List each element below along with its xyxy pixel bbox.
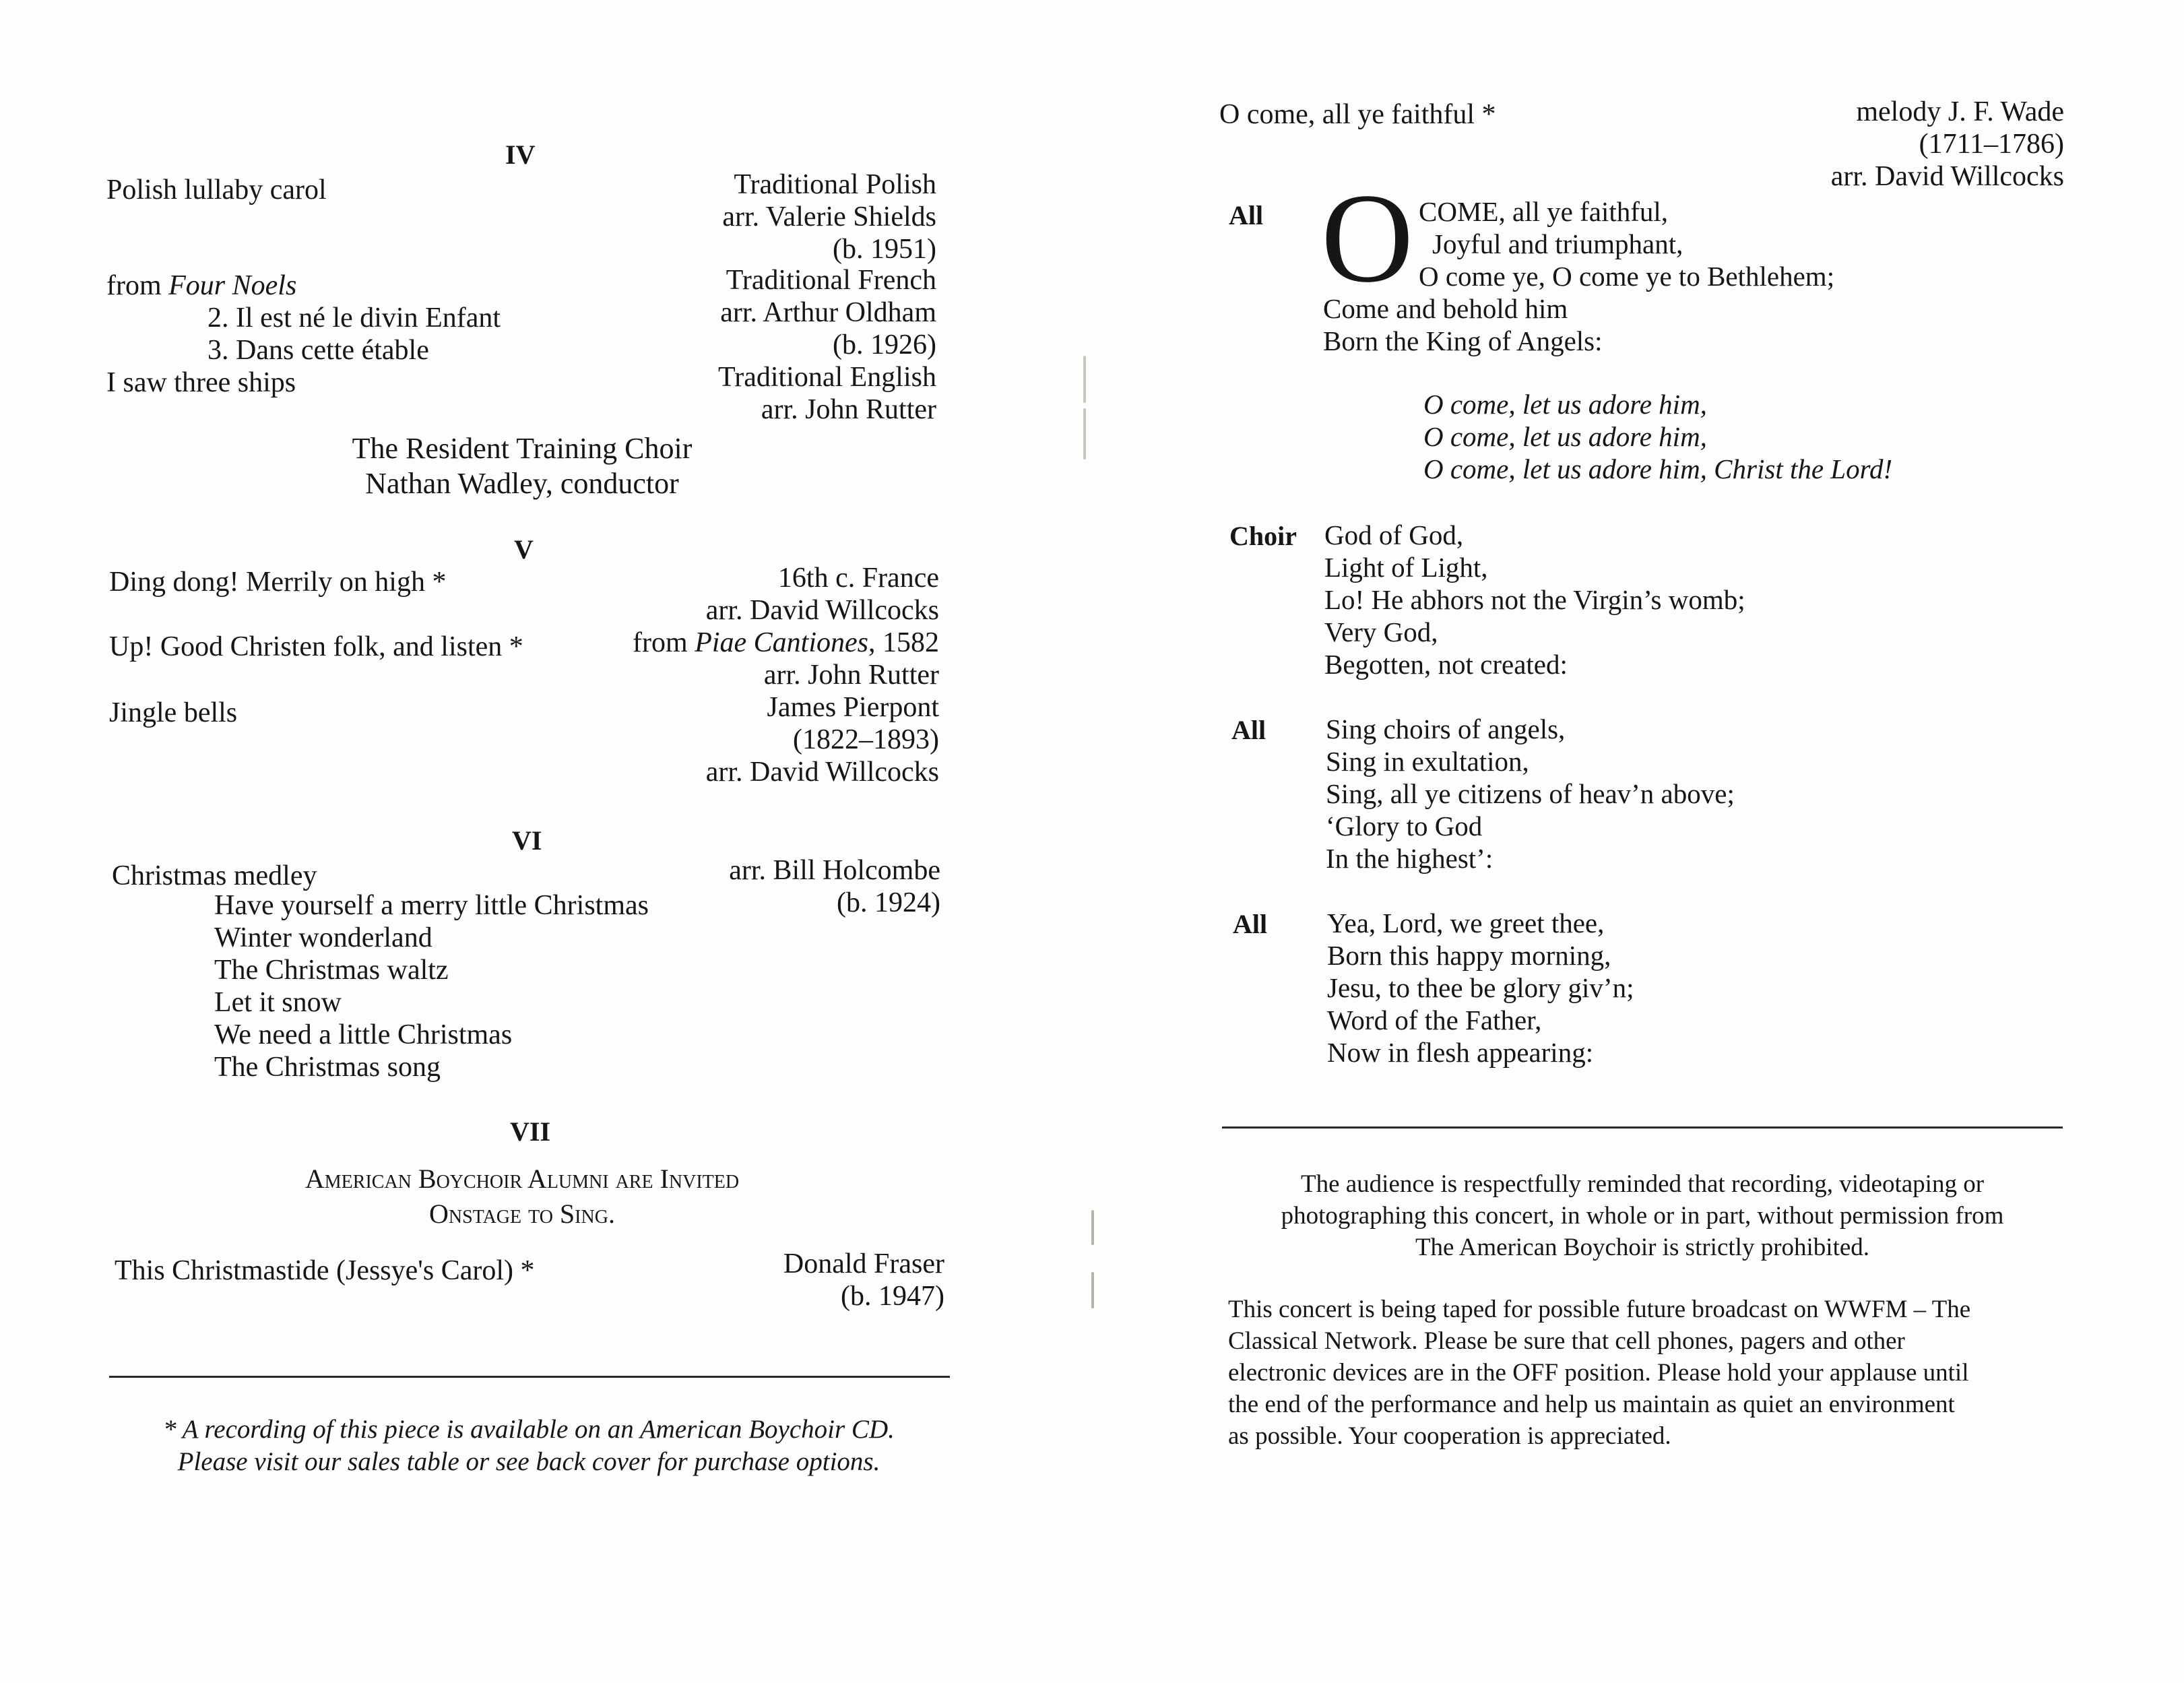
invitation-line: Onstage to Sing. bbox=[429, 1199, 615, 1229]
list-item: The Christmas song bbox=[214, 1052, 441, 1083]
refrain-line: O come, let us adore him, bbox=[1423, 421, 1707, 452]
ding-dong-title: Ding dong! Merrily on high * bbox=[109, 567, 447, 598]
notice-line: photographing this concert, in whole or in part, without permission from bbox=[1281, 1202, 2004, 1230]
credit-line: 16th c. France bbox=[777, 563, 939, 594]
list-item: 3. Dans cette étable bbox=[207, 335, 429, 366]
list-item: Winter wonderland bbox=[214, 922, 432, 953]
lyric-line: Lo! He abhors not the Virgin’s womb; bbox=[1324, 584, 1745, 615]
credit-line: arr. Valerie Shields bbox=[722, 201, 936, 232]
verse-3 bbox=[1326, 713, 1735, 875]
credit-line: arr. John Rutter bbox=[761, 394, 936, 425]
verse-1-opening bbox=[1419, 195, 1834, 292]
hymn-title: O come, all ye faithful * bbox=[1219, 99, 1496, 130]
refrain bbox=[1423, 388, 1892, 485]
lyric-line: Very God, bbox=[1324, 616, 1438, 647]
credit-line: arr. David Willcocks bbox=[705, 595, 939, 626]
conductor-name: Nathan Wadley, conductor bbox=[365, 467, 679, 500]
left-page bbox=[0, 0, 1078, 1683]
credit-line: Traditional English bbox=[718, 362, 936, 393]
credit-line: arr. David Willcocks bbox=[1830, 161, 2064, 192]
divider bbox=[1222, 1126, 2063, 1129]
performer-name: The Resident Training Choir bbox=[352, 432, 693, 465]
credit-line: Donald Fraser bbox=[783, 1248, 944, 1279]
lyric-line: Begotten, not created: bbox=[1324, 649, 1568, 680]
christmastide-credit bbox=[783, 1248, 944, 1312]
notice-line: as possible. Your cooperation is appreciated. bbox=[1228, 1422, 1671, 1450]
credit-line: (b. 1947) bbox=[841, 1281, 944, 1312]
lyric-line: Come and behold him bbox=[1323, 293, 1568, 324]
credit-line: arr. John Rutter bbox=[763, 660, 939, 691]
lyric-line: Sing choirs of angels, bbox=[1326, 713, 1566, 744]
invitation-line: American Boychoir Alumni are Invited bbox=[304, 1164, 740, 1194]
right-page bbox=[1092, 0, 2184, 1683]
lyric-line: Light of Light, bbox=[1324, 552, 1488, 583]
good-christen-title: Up! Good Christen folk, and listen * bbox=[109, 631, 523, 662]
four-noels-credit bbox=[720, 264, 936, 361]
credit-line: Traditional French bbox=[726, 265, 936, 296]
refrain-line: O come, let us adore him, Christ the Lord! bbox=[1423, 453, 1893, 484]
lyric-line: Born the King of Angels: bbox=[1323, 325, 1603, 356]
notice-line: Classical Network. Please be sure that cell phones, pagers and other bbox=[1228, 1327, 1905, 1355]
medley-list bbox=[214, 889, 649, 1083]
lyric-line: ‘Glory to God bbox=[1326, 811, 1483, 842]
recording-footnote bbox=[108, 1414, 950, 1478]
credit-line: (b. 1951) bbox=[833, 234, 936, 265]
credit-line: (1822–1893) bbox=[793, 724, 939, 755]
part-label: Choir bbox=[1229, 521, 1297, 551]
broadcast-notice bbox=[1228, 1294, 1970, 1452]
credit-line: melody J. F. Wade bbox=[1856, 96, 2064, 127]
polish-lullaby-credit bbox=[722, 168, 936, 265]
refrain-line: O come, let us adore him, bbox=[1423, 389, 1707, 420]
footnote-line: Please visit our sales table or see back cover for purchase options. bbox=[177, 1447, 880, 1476]
notice-line: the end of the performance and help us maintain as quiet an environment bbox=[1228, 1391, 1955, 1418]
part-label: All bbox=[1231, 715, 1266, 745]
credit-line: (b. 1924) bbox=[837, 887, 940, 918]
lyric-line: Word of the Father, bbox=[1327, 1005, 1542, 1036]
list-item: 2. Il est né le divin Enfant bbox=[207, 303, 501, 334]
notice-line: The American Boychoir is strictly prohibited. bbox=[1415, 1234, 1870, 1261]
jingle-bells-credit bbox=[706, 691, 939, 788]
lyric-line: Jesu, to thee be glory giv’n; bbox=[1327, 972, 1634, 1003]
section-v-numeral: V bbox=[514, 534, 534, 565]
ding-dong-credit bbox=[706, 562, 939, 627]
recording-prohibited-notice bbox=[1222, 1168, 2063, 1263]
credit-line: Traditional Polish bbox=[734, 169, 936, 200]
binding-stitch bbox=[1083, 408, 1086, 459]
section-iv-numeral: IV bbox=[505, 139, 536, 170]
list-item: We need a little Christmas bbox=[214, 1019, 513, 1050]
section-vi-numeral: VI bbox=[512, 825, 542, 856]
footnote-line: * A recording of this piece is available on an American Boychoir CD. bbox=[163, 1415, 895, 1444]
credit-line: James Pierpont bbox=[767, 692, 939, 723]
list-item: The Christmas waltz bbox=[214, 955, 449, 986]
four-noels-title: from Four Noels bbox=[106, 270, 297, 301]
three-ships-title: I saw three ships bbox=[106, 367, 296, 398]
part-label: All bbox=[1233, 909, 1268, 939]
verse-4 bbox=[1327, 907, 1634, 1069]
hymn-credit bbox=[1831, 96, 2064, 193]
lyric-line: In the highest’: bbox=[1326, 843, 1494, 874]
credit-line: arr. David Willcocks bbox=[705, 757, 939, 788]
list-item: Let it snow bbox=[214, 987, 342, 1018]
drop-cap: O bbox=[1321, 168, 1414, 309]
lyric-line: Yea, Lord, we greet thee, bbox=[1327, 908, 1605, 939]
divider bbox=[109, 1376, 950, 1378]
jingle-bells-title: Jingle bells bbox=[109, 697, 238, 728]
polish-lullaby-title: Polish lullaby carol bbox=[106, 174, 327, 205]
performer-block bbox=[263, 431, 781, 501]
lyric-line: Born this happy morning, bbox=[1327, 940, 1611, 971]
lyric-line: Joyful and triumphant, bbox=[1432, 228, 1683, 259]
lyric-line: Sing, all ye citizens of heav’n above; bbox=[1326, 778, 1735, 809]
lyric-line: Sing in exultation, bbox=[1326, 746, 1529, 777]
verse-1-continuation bbox=[1323, 292, 1603, 357]
good-christen-credit bbox=[633, 627, 939, 691]
notice-line: The audience is respectfully reminded that recording, videotaping or bbox=[1300, 1170, 1985, 1198]
notice-line: This concert is being taped for possible future broadcast on WWFM – The bbox=[1228, 1296, 1971, 1323]
christmastide-title: This Christmastide (Jessye's Carol) * bbox=[115, 1255, 535, 1286]
credit-line: from Piae Cantiones, 1582 bbox=[633, 627, 939, 658]
verse-2 bbox=[1324, 519, 1745, 680]
credit-line: (1711–1786) bbox=[1919, 129, 2064, 160]
lyric-line: COME, all ye faithful, bbox=[1419, 196, 1669, 227]
alumni-invitation bbox=[162, 1162, 882, 1232]
four-noels-items bbox=[207, 302, 501, 367]
lyric-line: Now in flesh appearing: bbox=[1327, 1037, 1594, 1068]
notice-line: electronic devices are in the OFF position. Please hold your applause until bbox=[1228, 1359, 1969, 1387]
credit-line: (b. 1926) bbox=[833, 329, 936, 360]
list-item: Have yourself a merry little Christmas bbox=[214, 890, 649, 921]
christmas-medley-title: Christmas medley bbox=[112, 860, 317, 891]
section-vii-numeral: VII bbox=[510, 1116, 551, 1147]
lyric-line: God of God, bbox=[1324, 519, 1464, 550]
credit-line: arr. Bill Holcombe bbox=[729, 855, 940, 886]
christmas-medley-credit bbox=[729, 854, 940, 919]
binding-stitch bbox=[1083, 356, 1086, 403]
lyric-line: O come ye, O come ye to Bethlehem; bbox=[1419, 261, 1835, 292]
credit-line: arr. Arthur Oldham bbox=[720, 297, 936, 328]
three-ships-credit bbox=[718, 361, 936, 426]
part-label: All bbox=[1229, 200, 1264, 230]
